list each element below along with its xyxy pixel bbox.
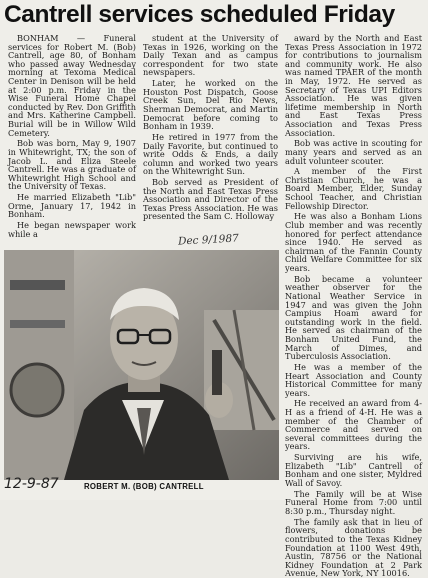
handwritten-date-note: Dec 9/1987 [177, 232, 240, 248]
paragraph: student at the University of Texas in 1926, working on the Daily Texan and as campus correspondent for two state newspapers. [143, 33, 278, 78]
paragraph: He retired in 1977 from the Daily Favorite, but continued to write Odds & Ends, a daily column and worked two years on the Whitewright Sun. [143, 131, 278, 177]
paragraph: The family ask that in lieu of flowers, donations be contributed to the Texas Kidney Foundation at 1100 West 49th, Austin, 78756 or the National Kidney Foundation at 2 Park Avenue, New York, NY 10016. [285, 516, 422, 578]
paragraph: He was a member of the Heart Association and County Historical Committee for many years. [285, 361, 422, 398]
headline: Cantrell services scheduled Friday [4, 1, 395, 28]
portrait-photo [4, 250, 279, 480]
paragraph: He married Elizabeth "Lib" Orme, January 17, 1942 in Bonham. [8, 192, 136, 220]
paragraph: Bob became a volunteer weather observer for the National Weather Service in 1947 and was given the John Campius Hoam award for outstanding work in the field. He served as chairman of the Bonham United Fund, the March of Dimes, and Tuberculosis Association. [285, 273, 422, 362]
paragraph: He received an award from 4-H as a friend of 4-H. He was a member of the Chamber of Commerce and served on several committees during the years. [285, 398, 422, 452]
paragraph: BONHAM — Funeral services for Robert M. (Bob) Cantrell, age 80, of Bonham who passed away Wednesday morning at Texoma Medical Center in Denison will be held at 2:00 p.m. Friday in the Wise Funeral Home Chapel conducted by Rev. Don Griffith and Mrs. Katherine Campbell. Burial will be in Willow Wild Cemetery. [8, 33, 136, 138]
paragraph: A member of the First Christian Church, he was a Board Member, Elder, Sunday School Teacher, and Christian Fellowship Director. [285, 166, 422, 211]
photo-caption: ROBERT M. (BOB) CANTRELL [84, 482, 204, 491]
paragraph: Bob served as President of the North and East Texas Press Association and Director of the Texas Press Association. He was presented the Sam C. Holloway [143, 177, 278, 222]
column-3 [285, 33, 422, 578]
paragraph: Later, he worked on the Houston Post Dispatch, Goose Creek Sun, Del Rio News, Sherman Democrat, and Martin Democrat before coming to Bonham in 1939. [143, 78, 278, 132]
paragraph: Surviving are his wife, Elizabeth "Lib" Cantrell of Bonham and one sister, Myldred Wall of Savoy. [285, 452, 422, 488]
paragraph: Bob was born, May 9, 1907 in Whitewright, TX; the son of Jacob L. and Eliza Steele Cantrell. He was a graduate of Whitewright High School and the University of Texas. [8, 138, 136, 192]
paragraph: The Family will be at Wise Funeral Home from 7:00 until 8:30 p.m., Thursday night. [285, 488, 422, 516]
paragraph: He was also a Bonham Lions Club member and was recently honored for perfect attendance since 1940. He served as chairman of the Fannin County Child Welfare Committee for six years. [285, 211, 422, 273]
paragraph: Bob was active in scouting for many years and served as an adult volunteer scouter. [285, 138, 422, 166]
column-2 [143, 34, 278, 246]
column-1 [8, 33, 136, 239]
paragraph: award by the North and East Texas Press Association in 1972 for contributions to journalism and community work. He also was named TPAER of the month in May, 1972. He served as Secretary of Texas UPI Editors Association. He was given lifetime membership in North and East Texas Press Association and Texas Press Association. [285, 33, 422, 138]
handwritten-clip-date: 12-9-87 [4, 476, 59, 492]
paragraph: He began newspaper work while a [8, 220, 136, 239]
